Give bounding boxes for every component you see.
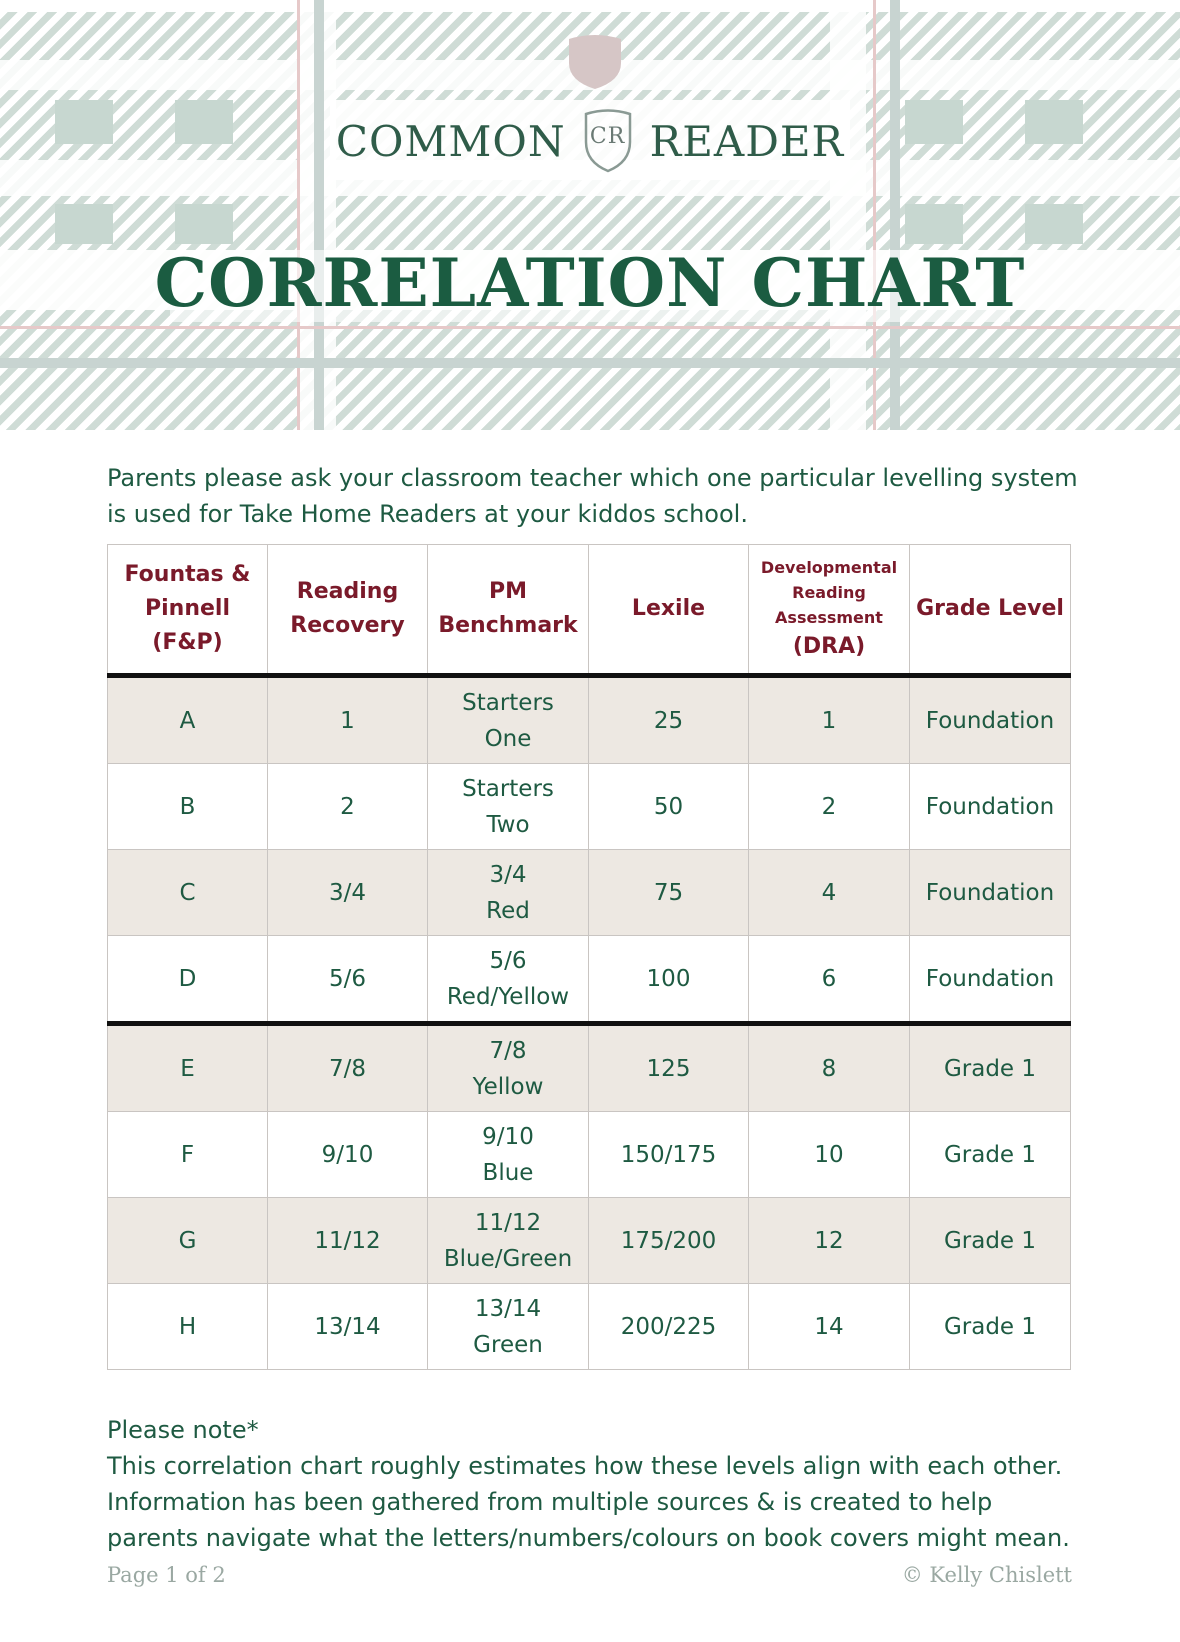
cell-fp: B [108, 764, 268, 850]
cell-pm-line1: Starters [462, 775, 554, 802]
header-grade-level: Grade Level [910, 545, 1071, 676]
cell-pm-line1: 11/12 [474, 1209, 542, 1236]
monogram-badge [580, 108, 636, 174]
cell-pm-line1: 9/10 [482, 1123, 534, 1150]
cell-pm [428, 850, 589, 936]
cell-fp: C [108, 850, 268, 936]
cell-rr: 9/10 [268, 1112, 428, 1198]
note-line-3: parents navigate what the letters/numbers/colours on book covers might mean. [107, 1524, 1070, 1552]
note-heading: Please note* [107, 1416, 259, 1444]
note-section [107, 1412, 1107, 1556]
cell-lexile: 125 [589, 1024, 749, 1112]
cell-rr: 13/14 [268, 1284, 428, 1370]
header-dra [749, 545, 910, 676]
table-row [108, 936, 1071, 1024]
cell-pm-line1: 13/14 [474, 1295, 542, 1322]
cell-dra: 1 [749, 676, 910, 764]
cell-lexile: 50 [589, 764, 749, 850]
cell-dra: 12 [749, 1198, 910, 1284]
cell-grade: Foundation [910, 764, 1071, 850]
cell-grade: Foundation [910, 936, 1071, 1024]
cell-rr: 1 [268, 676, 428, 764]
shield-logo-icon [565, 33, 625, 89]
cell-pm-line2: Blue/Green [443, 1245, 573, 1272]
cell-pm [428, 1284, 589, 1370]
cell-lexile: 175/200 [589, 1198, 749, 1284]
copyright-credit: © Kelly Chislett [901, 1563, 1072, 1587]
cell-pm-line1: 7/8 [489, 1037, 527, 1064]
cell-lexile: 100 [589, 936, 749, 1024]
cell-pm-line2: Yellow [472, 1073, 544, 1100]
cell-pm-line1: 3/4 [489, 861, 527, 888]
note-line-1: This correlation chart roughly estimates how these levels align with each other. [107, 1452, 1063, 1480]
cell-fp: A [108, 676, 268, 764]
header-dra-top: Developmental Reading Assessment [760, 557, 898, 627]
table-row [108, 676, 1071, 764]
cell-lexile: 25 [589, 676, 749, 764]
cell-grade: Foundation [910, 850, 1071, 936]
cell-rr: 3/4 [268, 850, 428, 936]
cell-pm-line1: Starters [462, 689, 554, 716]
header-reading-recovery: Reading Recovery [268, 545, 428, 676]
brand-word-right: READER [649, 116, 845, 166]
table-header-row [108, 545, 1071, 676]
cell-dra: 8 [749, 1024, 910, 1112]
cell-pm-line1: 5/6 [489, 947, 527, 974]
cell-pm-line2: Two [486, 811, 530, 838]
table-row [108, 1198, 1071, 1284]
cell-grade: Grade 1 [910, 1024, 1071, 1112]
cell-grade: Grade 1 [910, 1284, 1071, 1370]
header-pm-benchmark: PM Benchmark [428, 545, 589, 676]
brand-logo [0, 108, 1180, 174]
cell-pm [428, 936, 589, 1024]
cell-rr: 7/8 [268, 1024, 428, 1112]
cell-rr: 2 [268, 764, 428, 850]
cell-pm [428, 1198, 589, 1284]
monogram-text: CR [589, 124, 626, 149]
cell-grade: Foundation [910, 676, 1071, 764]
table-row [108, 1112, 1071, 1198]
cell-lexile: 75 [589, 850, 749, 936]
cell-grade: Grade 1 [910, 1112, 1071, 1198]
cell-pm [428, 764, 589, 850]
cell-fp: D [108, 936, 268, 1024]
page-title: CORRELATION CHART [154, 244, 1026, 322]
cell-dra: 4 [749, 850, 910, 936]
cell-lexile: 150/175 [589, 1112, 749, 1198]
cell-lexile: 200/225 [589, 1284, 749, 1370]
correlation-table [107, 544, 1071, 1370]
cell-fp: F [108, 1112, 268, 1198]
header-dra-bottom: (DRA) [792, 633, 866, 659]
table-row [108, 1284, 1071, 1370]
cell-fp: E [108, 1024, 268, 1112]
cell-rr: 5/6 [268, 936, 428, 1024]
cell-dra: 10 [749, 1112, 910, 1198]
brand-word-left: COMMON [335, 116, 566, 166]
cell-pm-line2: Red [486, 897, 530, 924]
cell-grade: Grade 1 [910, 1198, 1071, 1284]
cell-dra: 6 [749, 936, 910, 1024]
cell-pm-line2: One [484, 725, 532, 752]
cell-pm [428, 1024, 589, 1112]
intro-paragraph: Parents please ask your classroom teacher which one particular levelling system is used for Take Home Readers at your kiddos school. [107, 464, 1078, 528]
table-row [108, 764, 1071, 850]
cell-pm-line2: Blue [482, 1159, 534, 1186]
cell-pm-line2: Green [473, 1331, 543, 1358]
header-fp: Fountas & Pinnell (F&P) [108, 545, 268, 676]
cell-pm [428, 676, 589, 764]
cell-dra: 2 [749, 764, 910, 850]
note-line-2: Information has been gathered from multiple sources & is created to help [107, 1488, 993, 1516]
cell-pm-line2: Red/Yellow [446, 983, 570, 1010]
cell-fp: G [108, 1198, 268, 1284]
cell-pm [428, 1112, 589, 1198]
table-row [108, 850, 1071, 936]
cell-fp: H [108, 1284, 268, 1370]
table-row [108, 1024, 1071, 1112]
header-lexile: Lexile [589, 545, 749, 676]
page-number: Page 1 of 2 [107, 1563, 226, 1587]
cell-rr: 11/12 [268, 1198, 428, 1284]
cell-dra: 14 [749, 1284, 910, 1370]
